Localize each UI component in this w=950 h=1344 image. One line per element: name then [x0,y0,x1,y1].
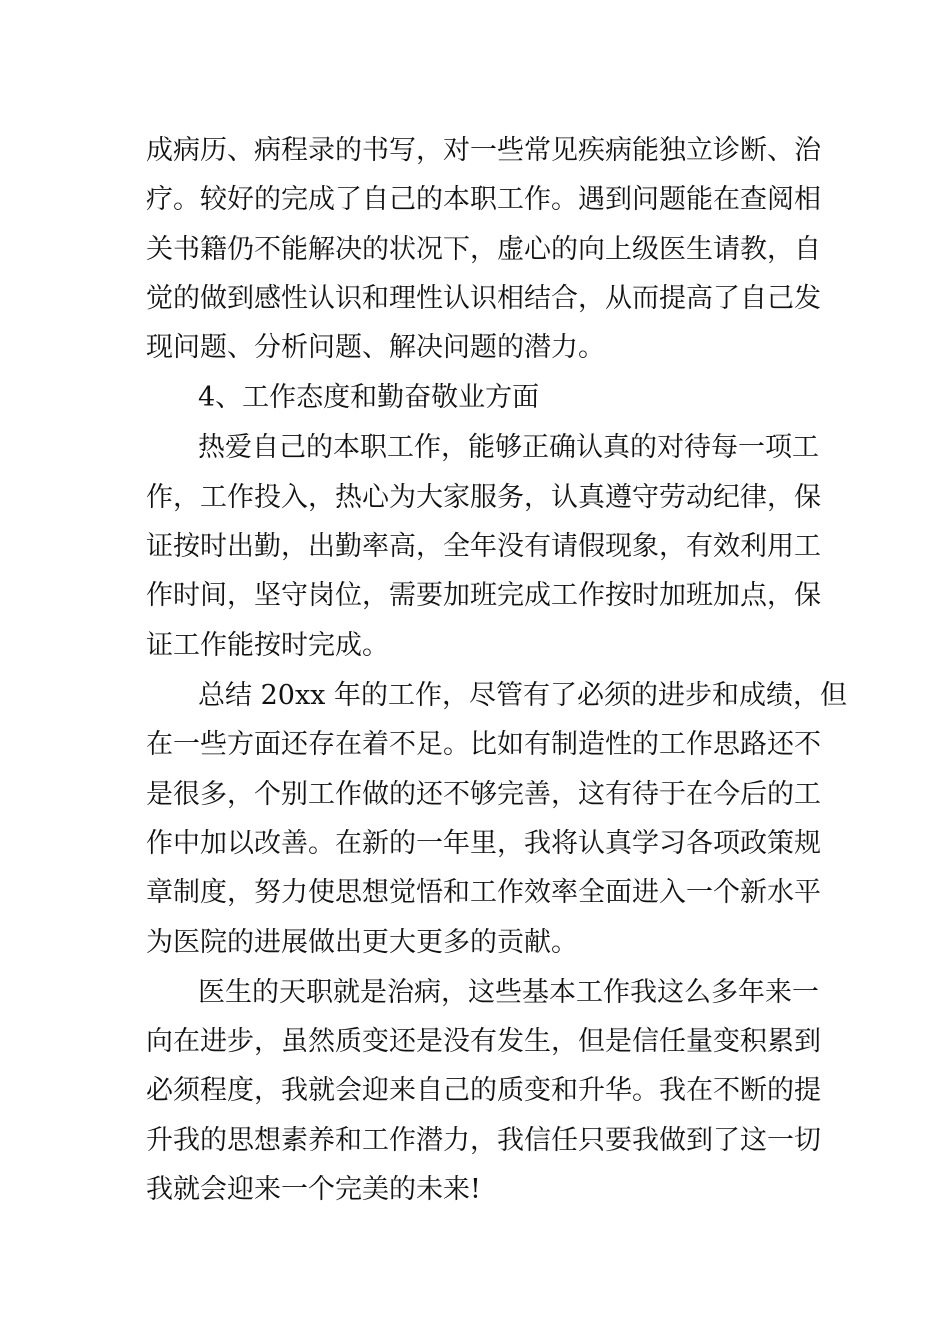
text-line: 为医院的进展做出更大更多的贡献。 [146,927,578,958]
text-line: 我就会迎来一个完美的未来! [146,1174,481,1205]
text-line: 必须程度，我就会迎来自己的质变和升华。我在不断的提 [146,1075,821,1106]
text-line: 证按时出勤，出勤率高，全年没有请假现象，有效利用工 [146,531,821,562]
text-line: 关书籍仍不能解决的状况下，虚心的向上级医生请教，自 [146,234,821,265]
text-line: 疗。较好的完成了自己的本职工作。遇到问题能在查阅相 [146,184,821,215]
text-line: 章制度，努力使思想觉悟和工作效率全面进入一个新水平 [146,877,821,908]
text-line: 升我的思想素养和工作潜力，我信任只要我做到了这一切 [146,1125,821,1156]
text-line: 是很多，个别工作做的还不够完善，这有待于在今后的工 [146,779,821,810]
text-line: 现问题、分析问题、解决问题的潜力。 [146,332,605,363]
text-line: 成病历、病程录的书写，对一些常见疾病能独立诊断、治 [146,135,821,166]
text-line: 在一些方面还存在着不足。比如有制造性的工作思路还不 [146,729,821,760]
text-line: 向在进步，虽然质变还是没有发生，但是信任量变积累到 [146,1026,821,1057]
text-line: 觉的做到感性认识和理性认识相结合，从而提高了自己发 [146,283,821,314]
text-line: 医生的天职就是治病，这些基本工作我这么多年来一 [198,977,819,1008]
text-line: 热爱自己的本职工作，能够正确认真的对待每一项工 [198,432,819,463]
text-line: 证工作能按时完成。 [146,630,389,661]
text-line: 作中加以改善。在新的一年里，我将认真学习各项政策规 [146,828,821,859]
section-heading: 4、工作态度和勤奋敬业方面 [198,382,540,413]
text-line: 作时间，坚守岗位，需要加班完成工作按时加班加点，保 [146,580,821,611]
text-line: 作，工作投入，热心为大家服务，认真遵守劳动纪律，保 [146,482,821,513]
text-line: 总结 20xx 年的工作，尽管有了必须的进步和成绩，但 [198,680,847,711]
